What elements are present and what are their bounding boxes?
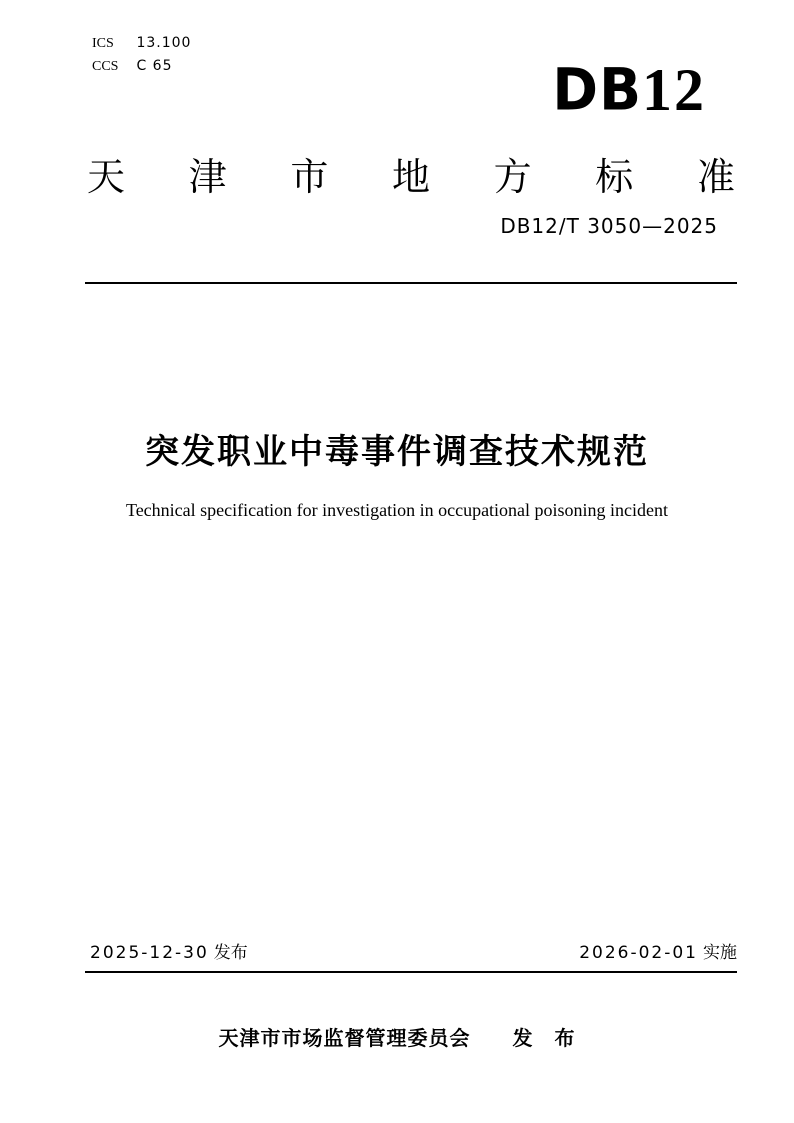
- publisher-name: 天津市市场监督管理委员会: [218, 1026, 471, 1050]
- issue-date: 2025-12-30: [90, 943, 209, 963]
- ccs-label: CCS: [92, 59, 119, 74]
- ccs-value: C 65: [136, 58, 173, 74]
- ics-line: [92, 32, 191, 55]
- footer-divider-line: [85, 971, 737, 973]
- ccs-line: [92, 55, 191, 78]
- standard-type-char: 方: [493, 155, 532, 199]
- issue-label: 发布: [213, 943, 248, 963]
- standard-type-title: [87, 146, 735, 201]
- ics-ccs-block: [92, 32, 191, 78]
- db12-logo: [552, 56, 706, 124]
- logo-number-text: 12: [642, 57, 706, 123]
- publisher-line: [0, 1022, 794, 1051]
- date-row: [90, 938, 737, 963]
- standard-type-char: 标: [595, 155, 634, 199]
- issue-date-group: [90, 938, 248, 963]
- logo-db-text: DB: [552, 56, 642, 124]
- ics-label: ICS: [92, 36, 114, 51]
- standard-type-char: 地: [391, 155, 430, 199]
- publish-action-label: 发 布: [512, 1026, 576, 1050]
- implement-label: 实施: [703, 943, 737, 963]
- implement-date: 2026-02-01: [579, 943, 698, 963]
- header-divider-line: [85, 282, 737, 284]
- implement-date-group: [579, 938, 737, 963]
- standard-type-char: 准: [696, 155, 735, 199]
- standard-type-char: 天: [87, 155, 126, 199]
- document-number: DB12/T 3050—2025: [500, 214, 718, 238]
- standard-type-char: 津: [188, 155, 227, 199]
- standard-title-english: Technical specification for investigation in occupational poisoning incident: [125, 500, 669, 520]
- standard-type-char: 市: [290, 155, 329, 199]
- ics-value: 13.100: [136, 35, 192, 51]
- standard-title-chinese: 突发职业中毒事件调查技术规范: [145, 432, 649, 472]
